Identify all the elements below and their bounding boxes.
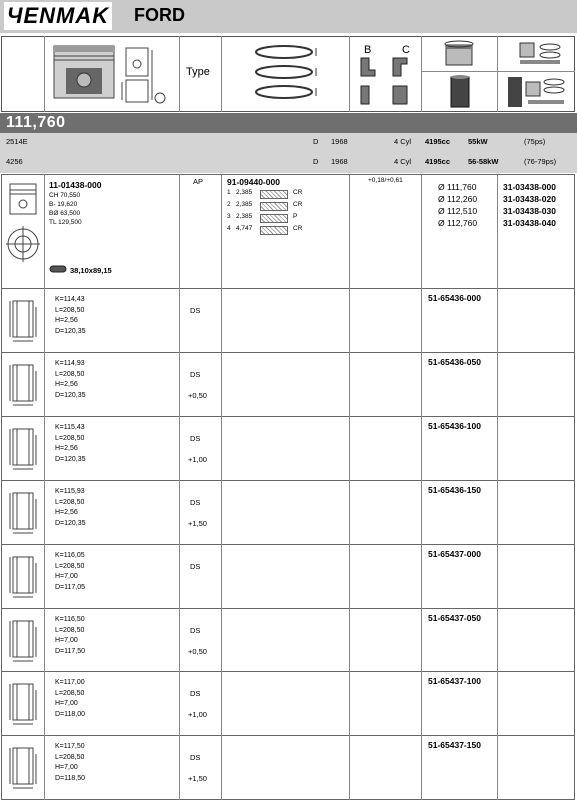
column-type-label: Type [186, 66, 210, 78]
liner-dim-k: K=116,05 [55, 552, 85, 559]
column-divider [221, 417, 222, 481]
liner-oversize: +1,00 [188, 710, 207, 719]
column-b-label: B [364, 44, 372, 56]
liner-dim-d: D=120,35 [55, 519, 86, 527]
make-title: FORD [134, 5, 185, 25]
liner-part-number[interactable]: 51-65436-050 [428, 357, 481, 367]
column-divider [179, 545, 180, 609]
cylinder-liner-icon [7, 744, 39, 792]
liner-type: DS [190, 306, 201, 315]
liner-part-number[interactable]: 51-65437-150 [428, 740, 481, 750]
column-divider [221, 609, 222, 672]
liner-dim-d: D=118,00 [55, 710, 86, 718]
liner-row [1, 609, 575, 672]
liner-dim-l: L=208,50 [55, 434, 85, 442]
piston-spec-bore: BØ 63,500 [49, 210, 81, 217]
liner-row [1, 545, 575, 609]
column-divider [497, 609, 498, 672]
ring-set-part-number[interactable]: 91-09440-000 [227, 177, 280, 187]
liner-oversize: +1,50 [188, 774, 207, 783]
vehicle-cylinders: 4 Cyl [394, 137, 412, 146]
ring-number: 4 [227, 225, 231, 232]
liner-dim-k: K=114,43 [55, 296, 85, 303]
piston-kit-part-number[interactable]: 31-03438-040 [503, 218, 556, 228]
liner-type: DS [190, 626, 201, 635]
column-divider [497, 353, 498, 417]
liner-row [1, 481, 575, 545]
ring-height: 2,385 [236, 201, 253, 208]
ring-number: 2 [227, 201, 231, 208]
piston-spec-tl: TL 129,500 [49, 219, 82, 226]
column-divider [44, 353, 45, 417]
cylinder-liner-icon [7, 361, 39, 409]
ring-type: P [293, 213, 298, 220]
cylinder-liner-icon [7, 297, 39, 345]
piston-kit-icon [440, 39, 478, 69]
engine-bar [0, 113, 577, 133]
liner-dim-d: D=120,35 [55, 327, 86, 335]
liner-part-number[interactable]: 51-65437-050 [428, 613, 481, 623]
liner-dim-h: H=2,56 [55, 381, 78, 388]
column-divider [179, 353, 180, 417]
ring-height: 2,385 [236, 189, 253, 196]
liner-type: DS [190, 689, 201, 698]
ring-type: CR [293, 225, 303, 232]
cylinder-liner-icon [7, 425, 39, 473]
ring-number: 1 [227, 189, 231, 196]
liner-type: DS [190, 498, 201, 507]
column-divider [349, 353, 350, 417]
liner-dim-d: D=120,35 [55, 455, 86, 463]
column-divider [44, 545, 45, 609]
column-divider [421, 417, 422, 481]
ring-profile-icon [260, 214, 288, 223]
cylinder-liner-icon [7, 489, 39, 537]
column-divider [497, 481, 498, 545]
column-divider [221, 353, 222, 417]
vehicle-year: 1968 [331, 137, 348, 146]
cylinder-liner-icon [7, 680, 39, 728]
liner-dim-h: H=7,00 [55, 573, 78, 580]
liner-dim-h: H=2,56 [55, 445, 78, 452]
ring-set-icon [516, 39, 564, 69]
liner-dim-h: H=2,56 [55, 509, 78, 516]
liner-dim-l: L=208,50 [55, 689, 85, 697]
column-c-label: C [402, 44, 410, 56]
liner-part-number[interactable]: 51-65437-100 [428, 676, 481, 686]
column-divider [497, 417, 498, 481]
liner-dim-k: K=114,93 [55, 360, 85, 367]
liner-dim-h: H=7,00 [55, 700, 78, 707]
column-divider [221, 289, 222, 353]
vehicle-displacement: 4195cc [425, 137, 451, 146]
vehicle-code: 2514E [6, 137, 28, 146]
ring-profile-icon [260, 226, 288, 235]
piston-kit-part-number[interactable]: 31-03438-020 [503, 194, 556, 204]
vehicle-displacement: 4195cc [425, 157, 451, 166]
vehicle-power-kw: 56-58kW [468, 157, 499, 166]
column-divider [44, 289, 45, 353]
liner-dim-l: L=208,50 [55, 306, 85, 314]
liner-dim-k: K=116,50 [55, 616, 85, 623]
liner-row [1, 672, 575, 736]
liner-oversize: +0,50 [188, 391, 207, 400]
liner-dim-l: L=208,50 [55, 562, 85, 570]
column-divider [221, 545, 222, 609]
vehicle-power-ps: (76-79ps) [524, 157, 557, 166]
piston-kit-part-number[interactable]: 31-03438-000 [503, 182, 556, 192]
column-divider [421, 672, 422, 736]
cylinder-liner-icon [7, 553, 39, 601]
liner-dim-d: D=117,05 [55, 583, 86, 591]
column-divider [349, 545, 350, 609]
piston-diameter: Ø 112,510 [438, 206, 478, 216]
ring-profile-icon [260, 202, 288, 211]
piston-pin-size: 38,10x89,15 [70, 266, 112, 275]
liner-part-number[interactable]: 51-65437-000 [428, 549, 481, 559]
piston-diameter: Ø 112,760 [438, 218, 478, 228]
column-divider [221, 672, 222, 736]
vehicle-code: 4256 [6, 157, 23, 166]
column-divider [421, 481, 422, 545]
piston-diagram-icon [4, 180, 42, 280]
column-divider [349, 481, 350, 545]
column-divider [179, 736, 180, 800]
liner-part-number[interactable]: 51-65436-000 [428, 293, 481, 303]
liner-dim-k: K=115,93 [55, 488, 85, 495]
liner-dim-h: H=7,00 [55, 637, 78, 644]
ring-type: CR [293, 201, 303, 208]
liner-dim-h: H=7,00 [55, 764, 78, 771]
brand-logo: ЧЕNMAK [4, 2, 112, 30]
column-divider [221, 481, 222, 545]
liner-dim-k: K=117,50 [55, 743, 85, 750]
liner-oversize: +0,50 [188, 647, 207, 656]
liner-part-number[interactable]: 51-65436-100 [428, 421, 481, 431]
vehicle-fuel: D [313, 157, 319, 166]
column-divider [179, 417, 180, 481]
column-divider [179, 481, 180, 545]
piston-pin-icon [49, 264, 67, 274]
piston-drawing-icon [50, 40, 172, 108]
piston-rings-icon [252, 40, 324, 106]
column-divider [421, 289, 422, 353]
piston-diameter: Ø 111,760 [438, 182, 477, 192]
liner-dim-l: L=208,50 [55, 498, 85, 506]
liner-dim-k: K=117,00 [55, 679, 85, 686]
liner-dim-d: D=118,50 [55, 774, 86, 782]
piston-diameter: Ø 112,260 [438, 194, 478, 204]
liner-dim-d: D=120,35 [55, 391, 86, 399]
liner-dim-l: L=208,50 [55, 626, 85, 634]
liner-dim-d: D=117,50 [55, 647, 86, 655]
liner-oversize: +1,50 [188, 519, 207, 528]
column-divider [497, 545, 498, 609]
piston-kit-part-number[interactable]: 31-03438-030 [503, 206, 556, 216]
vehicle-power-ps: (75ps) [524, 137, 546, 146]
piston-clearance: +0,18/+0,61 [368, 177, 403, 184]
liner-row [1, 289, 575, 353]
column-divider [421, 353, 422, 417]
ring-profile-icon [260, 190, 288, 199]
column-divider [44, 417, 45, 481]
liner-row [1, 417, 575, 481]
vehicle-bar [0, 133, 577, 173]
ring-number: 3 [227, 213, 231, 220]
column-divider [44, 736, 45, 800]
column-divider [497, 672, 498, 736]
column-divider [179, 609, 180, 672]
liner-kit-icon [506, 74, 568, 110]
liner-type: DS [190, 753, 201, 762]
liner-part-number[interactable]: 51-65436-150 [428, 485, 481, 495]
column-divider [349, 736, 350, 800]
vehicle-power-kw: 55kW [468, 137, 488, 146]
ring-height: 4,747 [236, 225, 253, 232]
liner-row [1, 736, 575, 800]
ring-height: 2,385 [236, 213, 253, 220]
vehicle-cylinders: 4 Cyl [394, 157, 412, 166]
column-divider [349, 417, 350, 481]
column-divider [179, 289, 180, 353]
column-divider [349, 609, 350, 672]
column-divider [44, 672, 45, 736]
engine-bore-title: 111,760 [6, 114, 66, 131]
piston-spec-ch: CH 70,550 [49, 192, 81, 199]
liner-type: DS [190, 370, 201, 379]
column-divider [421, 736, 422, 800]
liner-dim-h: H=2,56 [55, 317, 78, 324]
column-divider [497, 736, 498, 800]
liner-type: DS [190, 562, 201, 571]
liner-oversize: +1,00 [188, 455, 207, 464]
column-divider [421, 545, 422, 609]
liner-row [1, 353, 575, 417]
column-divider [44, 481, 45, 545]
cylinder-liner-icon [448, 74, 472, 110]
liner-dim-l: L=208,50 [55, 370, 85, 378]
column-divider [221, 736, 222, 800]
column-divider [44, 609, 45, 672]
column-divider [349, 289, 350, 353]
liner-dim-k: K=115,43 [55, 424, 85, 431]
column-divider [179, 672, 180, 736]
cylinder-liner-icon [7, 617, 39, 665]
liner-dim-l: L=208,50 [55, 753, 85, 761]
vehicle-year: 1968 [331, 157, 348, 166]
column-divider [497, 289, 498, 353]
ring-profile-icon [355, 56, 417, 108]
piston-type: AP [193, 177, 204, 186]
piston-spec-b: B- 19,620 [49, 201, 78, 208]
column-divider [349, 672, 350, 736]
piston-part-number[interactable]: 11-01438-000 [49, 180, 102, 190]
vehicle-fuel: D [313, 137, 319, 146]
column-divider [421, 609, 422, 672]
ring-type: CR [293, 189, 303, 196]
liner-type: DS [190, 434, 201, 443]
